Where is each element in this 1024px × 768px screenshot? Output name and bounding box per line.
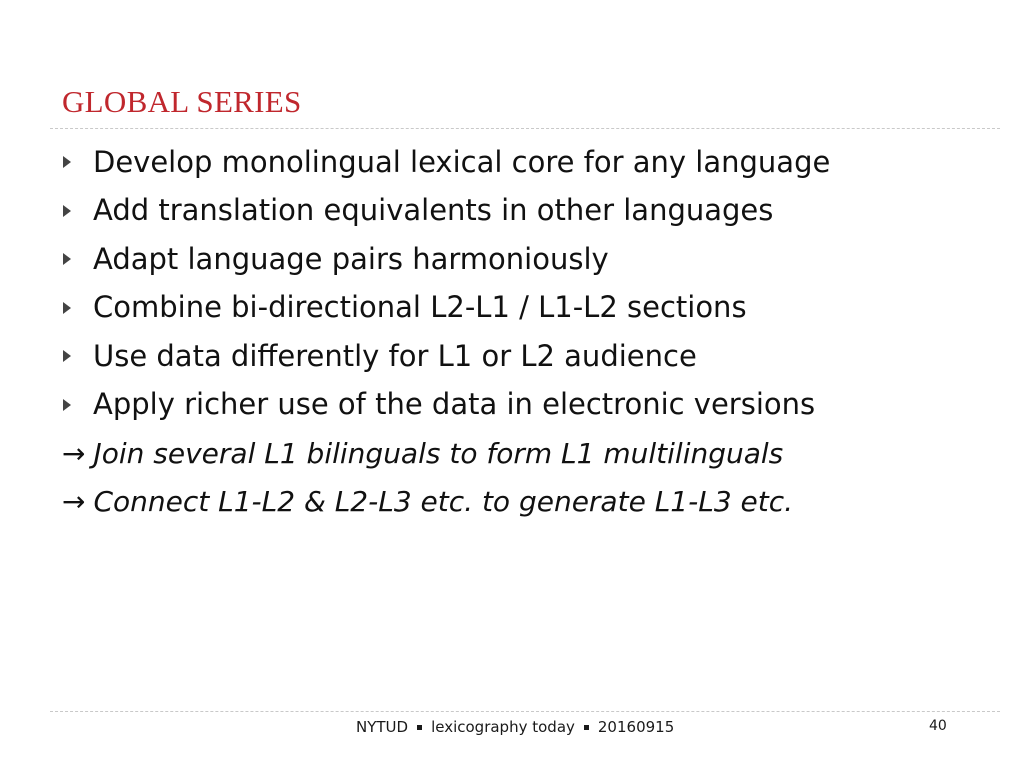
triangle-right-icon — [62, 204, 93, 218]
triangle-right-icon — [62, 398, 93, 412]
arrow-icon: → — [62, 485, 86, 519]
footer-divider — [50, 711, 1000, 712]
arrow-text: Connect L1-L2 & L2-L3 etc. to generate L1-L3 etc. — [93, 485, 794, 519]
title-divider — [50, 128, 1000, 129]
bullet-text: Develop monolingual lexical core for any language — [93, 144, 831, 179]
bullet-item — [62, 235, 830, 284]
triangle-right-icon — [62, 252, 93, 266]
bullet-text: Adapt language pairs harmoniously — [93, 241, 609, 276]
bullet-text: Use data differently for L1 or L2 audience — [93, 338, 697, 373]
bullet-item — [62, 187, 830, 236]
footer-text — [356, 718, 674, 736]
bullet-text: Apply richer use of the data in electronic versions — [93, 387, 816, 422]
footer-date: 20160915 — [597, 718, 675, 736]
arrow-icon: → — [62, 436, 86, 470]
triangle-right-icon — [62, 155, 93, 169]
bullet-item — [62, 332, 830, 381]
bullet-list — [62, 138, 830, 526]
bullet-text: Add translation equivalents in other languages — [93, 193, 774, 228]
arrow-item — [62, 429, 830, 478]
footer-event: NYTUD — [356, 718, 409, 736]
triangle-right-icon — [62, 301, 93, 315]
bullet-item — [62, 284, 830, 333]
arrow-text: Join several L1 bilinguals to form L1 multilinguals — [93, 436, 784, 470]
slide-title: GLOBAL SERIES — [62, 84, 302, 119]
page-number: 40 — [929, 718, 947, 734]
bullet-text: Combine bi-directional L2-L1 / L1-L2 sections — [93, 290, 747, 325]
bullet-item — [62, 138, 830, 187]
arrow-item — [62, 478, 830, 527]
bullet-item — [62, 381, 830, 430]
triangle-right-icon — [62, 349, 93, 363]
footer-topic: lexicography today — [431, 718, 575, 736]
square-bullet-icon — [417, 725, 422, 730]
square-bullet-icon — [584, 725, 589, 730]
footer — [0, 718, 1024, 742]
